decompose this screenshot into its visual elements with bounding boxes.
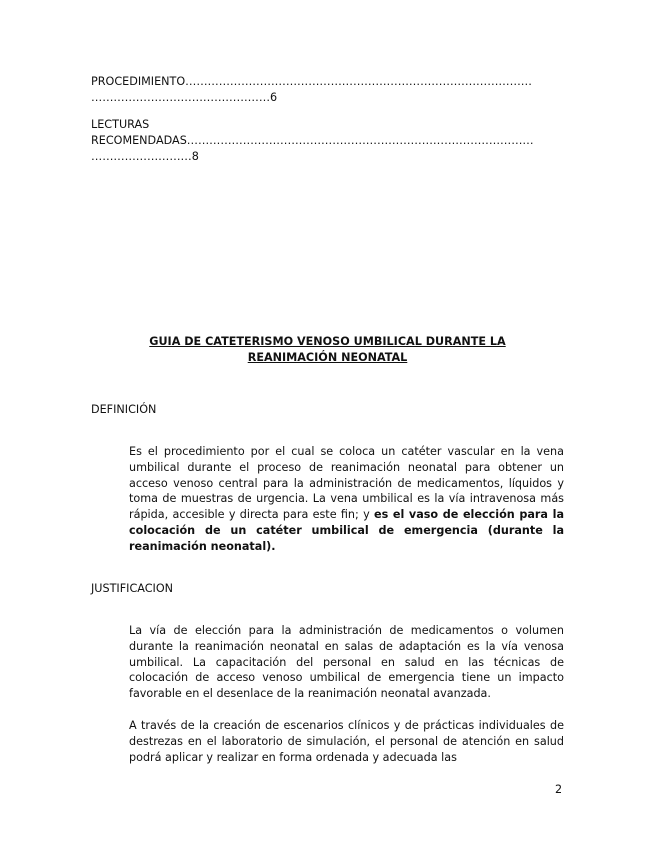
title-line: REANIMACIÓN NEONATAL [247,351,408,364]
section-heading: JUSTIFICACION [91,582,174,595]
page-number: 2 [555,783,563,796]
paragraph: A través de la creación de escenarios clínicos y de prácticas individuales de destrezas en el laboratorio de simulación, el personal de atención en salud podrá aplicar y realizar en forma ordenada y adecuada las [129,719,564,764]
toc-entry-procedimiento [91,74,561,106]
paragraph [129,444,564,555]
toc-line: RECOMENDADAS………………………………………………………………………………… [91,134,534,147]
title-line: GUIA DE CATETERISMO VENOSO UMBILICAL DURANTE LA [149,335,506,348]
document-title [0,334,655,366]
toc-entry-lecturas [91,117,561,165]
toc-line: ………………………8 [91,150,199,163]
toc-line: PROCEDIMIENTO………………………………………………………………………………… [91,75,532,88]
toc-line: LECTURAS [91,118,150,131]
paragraph-text: Es el procedimiento por el cual se coloca un catéter vascular en la vena umbilical durante el proceso de reanimación neonatal para obtener un acceso venoso central para la administración de medicamentos, líquidos y toma de muestras de urgencia. La vena umbilical es la vía intravenosa más rápida, accesible y directa para este fin; y [129,445,564,522]
section-heading: DEFINICIÓN [91,403,157,416]
toc-line: …………………………………………6 [91,91,278,104]
paragraph: La vía de elección para la administración de medicamentos o volumen durante la reanimación neonatal en salas de adaptación es la vía venosa umbilical. La capacitación del personal en salud en las técnicas de colocación de acceso venoso umbilical de emergencia tiene un impacto favorable en el desenlace de la reanimación neonatal avanzada. [129,624,564,701]
paragraph-bold-text: es el vaso de elección para la colocación de un catéter umbilical de emergencia (durante la reanimación neonatal). [129,508,564,553]
